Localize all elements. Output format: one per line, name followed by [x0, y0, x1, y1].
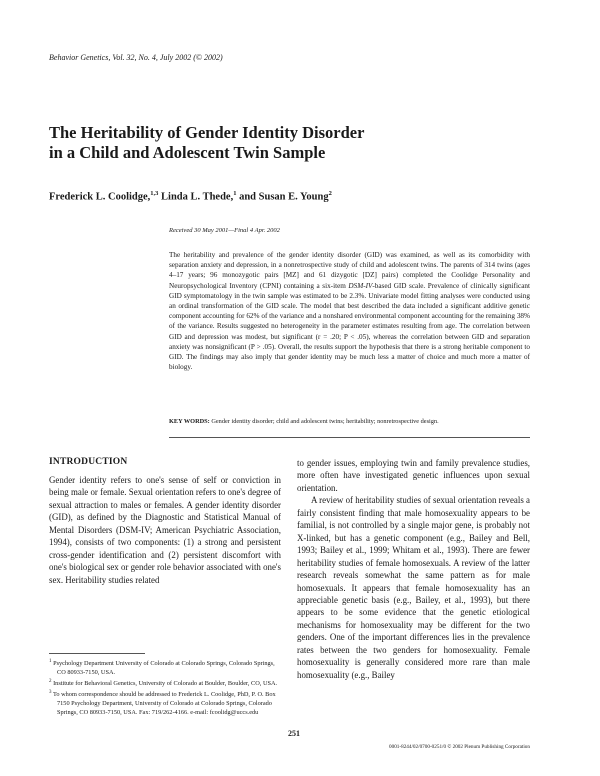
- copyright-line: 0001-8244/02/0700-0251/0 © 2002 Plenum Publishing Corporation: [389, 744, 530, 750]
- keywords-label: KEY WORDS:: [169, 418, 210, 425]
- footnote-2-text: Institute for Behavioral Genetics, University of Colorado at Boulder, Boulder, CO, USA.: [53, 680, 278, 687]
- abstract: [169, 250, 530, 372]
- author-3-affiliation: 2: [328, 190, 332, 197]
- journal-citation: Behavior Genetics, Vol. 32, No. 4, July 2002 (© 2002): [49, 53, 223, 62]
- left-column-text: [49, 474, 281, 586]
- abstract-divider: [169, 437, 530, 438]
- author-2-affiliation: 1: [233, 190, 237, 197]
- footnote-divider: [49, 653, 145, 654]
- received-date: Received 30 May 2001—Final 4 Apr. 2002: [169, 227, 280, 234]
- footnote-2-number: 2: [49, 678, 52, 684]
- footnote-1-number: 1: [49, 659, 52, 664]
- footnote-1: [49, 658, 281, 678]
- footnote-3-text: To whom correspondence should be addressed to Frederick L. Coolidge, PhD, P. O. Box 7150 Psychology Department, University of Colorado at Colorado Springs, Colorado Springs, CO 80933-7150, USA. Fax: 719/262-4166. e-mail: fcoolidg@uccs.edu: [52, 691, 276, 716]
- footnote-3-number: 3: [49, 689, 52, 695]
- keywords-text: Gender identity disorder; child and adolescent twins; heritability; nonretrospective design.: [209, 418, 439, 425]
- title-line-1: The Heritability of Gender Identity Disorder: [49, 123, 365, 142]
- intro-paragraph-1: Gender identity refers to one's sense of self or conviction in being male or female. Sexual orientation refers to one's degree of sexual attraction to males or females. A gender identity disorder (GID), as defined by the Diagnostic and Statistical Manual of Mental Disorders (DSM-IV; American Psychiatric Association, 1994), consists of two components: (1) a strong and persistent cross-gender identification and (2) persistent discomfort with one's biological sex or gender role behavior associated with one's sex. Heritability studies related: [49, 475, 281, 585]
- author-1: Frederick L. Coolidge,: [49, 191, 151, 203]
- footnote-3: [49, 689, 281, 718]
- abstract-dsm: DSM-IV: [348, 281, 373, 290]
- abstract-text-2: -based GID scale. Prevalence of clinically significant GID symptomatology in the twin sample was estimated to be 2.3%. Univariate model fitting analyses were conducted using an ordinal transformation of the GID scale. The model that best described the data included a significant additive genetic component accounting for 62% of the variance and a nonshared environmental component accounting for the remaining 38% of the variance. Results suggested no heterogeneity in the parameter estimates resulting from age. The correlation between GID and depression was modest, but significant (r = .20; P < .05), whereas the correlation between GID and separation anxiety was nonsignificant (P > .05). Overall, the results support the hypothesis that there is a strong heritable component to GID. The findings may also imply that gender identity may be much less a matter of choice and much more a matter of biology.: [169, 281, 531, 372]
- intro-paragraph-1-cont: to gender issues, employing twin and family prevalence studies, more often have investigated genetic influences upon sexual orientation.: [297, 458, 530, 493]
- author-2: Linda L. Thede,: [158, 191, 234, 203]
- keywords: [169, 418, 530, 425]
- intro-paragraph-2: A review of heritability studies of sexual orientation reveals a fairly consistent finding that male homosexuality appears to be familial, is not controlled by a single major gene, is probably not X-linked, but has a genetic component (e.g., Bailey and Bell, 1993; Bailey et al., 1999; Whitam et al., 1993). There are fewer heritability studies of female homosexuals. A review of the latter research reveals somewhat the same pattern as for male homosexuals. It appears that female homosexuality has an appreciable genetic basis (e.g., Bailey, et al., 1993), but there appears to be some evidence that the genetic etiological mechanisms for homosexuality may be different for the two genders. One of the important differences lies in the prevalence rates between the two genders for homosexuality. Female homosexuality is generally considered more rare than male homosexuality (e.g., Bailey: [297, 495, 530, 680]
- author-3: and Susan E. Young: [236, 191, 329, 203]
- abstract-text-1: The heritability and prevalence of the gender identity disorder (GID) was examined, as well as its comorbidity with separation anxiety and depression, in a nonretrospective study of child and adolescent twins. The parents of 314 twins (ages 4–17 years; 96 monozygotic pairs [MZ] and 61 dizygotic [DZ] pairs) completed the Coolidge Personality and Neuropsychological Inventory (CPNI) containing a six-item: [169, 251, 530, 290]
- section-heading-introduction: INTRODUCTION: [49, 457, 128, 467]
- footnote-2: [49, 678, 281, 689]
- title-line-2: in a Child and Adolescent Twin Sample: [49, 143, 326, 162]
- author-1-affiliation: 1,3: [150, 190, 159, 197]
- footnotes: [49, 658, 281, 718]
- footnote-1-text: Psychology Department University of Colorado at Colorado Springs, Colorado Springs, CO 80933-7150, USA.: [53, 660, 275, 676]
- right-column-text: [297, 457, 530, 681]
- article-title: [49, 123, 529, 163]
- author-list: [49, 190, 569, 203]
- page-number: 251: [288, 729, 300, 738]
